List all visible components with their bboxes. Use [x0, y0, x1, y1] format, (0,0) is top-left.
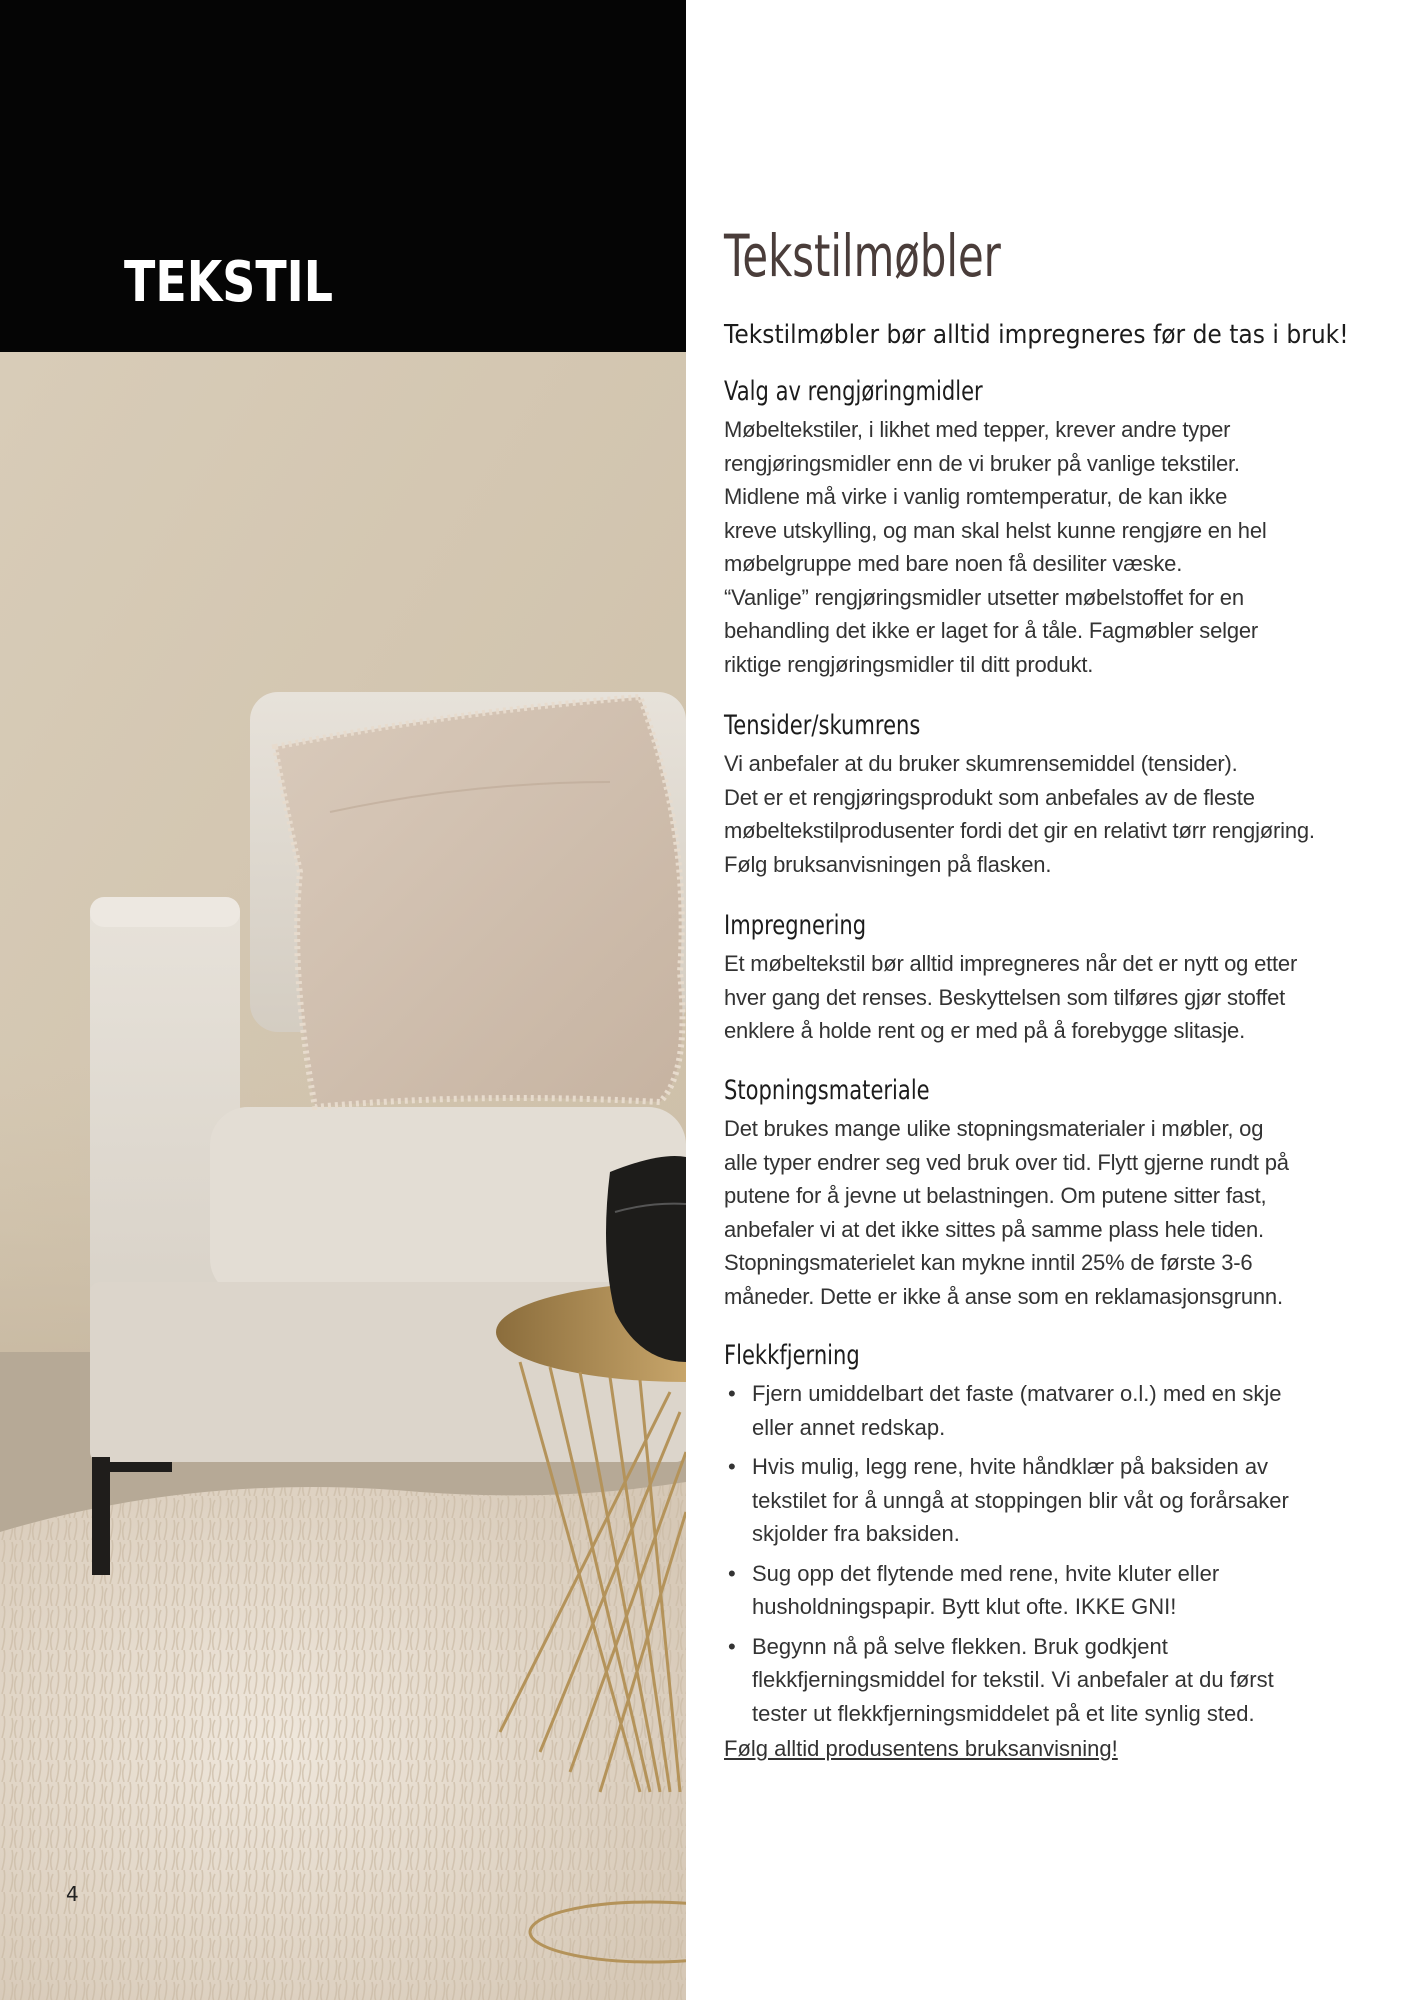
list-item-text: Begynn nå på selve flekken. Bruk godkjent flekkfjerningsmiddel for tekstil. Vi anbefaler at du først tester ut flekkfjerningsmiddelet på et lite synlig sted. [752, 1633, 1274, 1726]
body-line: putene for å jevne ut belastningen. Om putene sitter fast, [724, 1183, 1267, 1208]
list-item [724, 1557, 1324, 1624]
list-item-text: Fjern umiddelbart det faste (matvarer o.l.) med en skje eller annet redskap. [752, 1381, 1282, 1440]
body-line: hver gang det renses. Beskyttelsen som tilføres gjør stoffet [724, 984, 1286, 1010]
body-line: Vi anbefaler at du bruker skumrensemiddel (tensider). [724, 751, 1238, 776]
body-line: behandling det ikke er laget for å tåle. Fagmøbler selger [724, 618, 1259, 643]
list-item [724, 1377, 1324, 1444]
body-line: Et møbeltekstil bør alltid impregneres når det er nytt og etter [724, 951, 1298, 976]
page-number: 4 [66, 1882, 79, 1906]
left-panel [0, 0, 686, 2000]
list-item [724, 1630, 1324, 1731]
body-line: kreve utskylling, og man skal helst kunne rengjøre en hel [724, 517, 1267, 543]
list-item-text: Hvis mulig, legg rene, hvite håndklær på baksiden av tekstilet for å unngå at stoppingen blir våt og forårsaker skjolder fra baksiden. [752, 1454, 1289, 1546]
section-rengjoring [724, 376, 1284, 681]
section-stopning [724, 1075, 1289, 1313]
section-heading: Flekkfjerning [724, 1340, 860, 1371]
page-title: Tekstilmøbler [724, 222, 1001, 290]
bullet-icon: • [728, 1560, 736, 1586]
body-line: måneder. Dette er ikke å anse som en reklamasjonsgrunn. [724, 1283, 1283, 1309]
body-line: alle typer endrer seg ved bruk over tid. Flytt gjerne rundt på [724, 1149, 1289, 1175]
content-column [724, 0, 1349, 2000]
header-band [0, 0, 686, 352]
footer-link[interactable]: Følg alltid produsentens bruksanvisning! [724, 1736, 1118, 1761]
body-line: møbelgruppe med bare noen få desiliter væske. [724, 551, 1183, 576]
bullet-icon: • [728, 1633, 736, 1659]
body-line: “Vanlige” rengjøringsmidler utsetter møbelstoffet for en [724, 584, 1244, 610]
lead-text: Tekstilmøbler bør alltid impregneres før de tas i bruk! [724, 320, 1349, 350]
body-line: anbefaler vi at det ikke sittes på samme plass hele tiden. [724, 1216, 1264, 1242]
list-item [724, 1450, 1324, 1551]
body-line: Møbeltekstiler, i likhet med tepper, krever andre typer [724, 417, 1231, 442]
body-line: møbeltekstilprodusenter fordi det gir en relativt tørr rengjøring. [724, 818, 1315, 843]
list-item-text: Sug opp det flytende med rene, hvite kluter eller husholdningspapir. Bytt klut ofte. IKKE GNI! [752, 1560, 1220, 1619]
section-heading: Stopningsmateriale [724, 1075, 930, 1106]
product-photo [0, 352, 686, 2000]
body-line: Midlene må virke i vanlig romtemperatur, de kan ikke [724, 484, 1228, 509]
section-heading: Valg av rengjøringmidler [724, 376, 983, 407]
body-line: Det brukes mange ulike stopningsmaterialer i møbler, og [724, 1116, 1264, 1141]
section-heading: Impregnering [724, 910, 867, 941]
bullet-list [724, 1377, 1324, 1730]
section-label: TEKSTIL [124, 250, 334, 315]
section-tensider [724, 710, 1315, 881]
body-line: enklere å holde rent og er med på å forebygge slitasje. [724, 1018, 1245, 1043]
section-flekkfjerning [724, 1340, 1324, 1736]
section-heading: Tensider/skumrens [724, 710, 921, 741]
body-line: rengjøringsmidler enn de vi bruker på vanlige tekstiler. [724, 450, 1240, 476]
body-line: Stopningsmaterielet kan mykne inntil 25% de første 3-6 [724, 1250, 1253, 1275]
body-line: Følg bruksanvisningen på flasken. [724, 851, 1052, 877]
body-line: riktige rengjøringsmidler til ditt produkt. [724, 651, 1094, 677]
bullet-icon: • [728, 1454, 736, 1479]
body-line: Det er et rengjøringsprodukt som anbefales av de fleste [724, 784, 1255, 810]
bullet-icon: • [728, 1381, 736, 1406]
section-impregnering [724, 910, 1298, 1048]
